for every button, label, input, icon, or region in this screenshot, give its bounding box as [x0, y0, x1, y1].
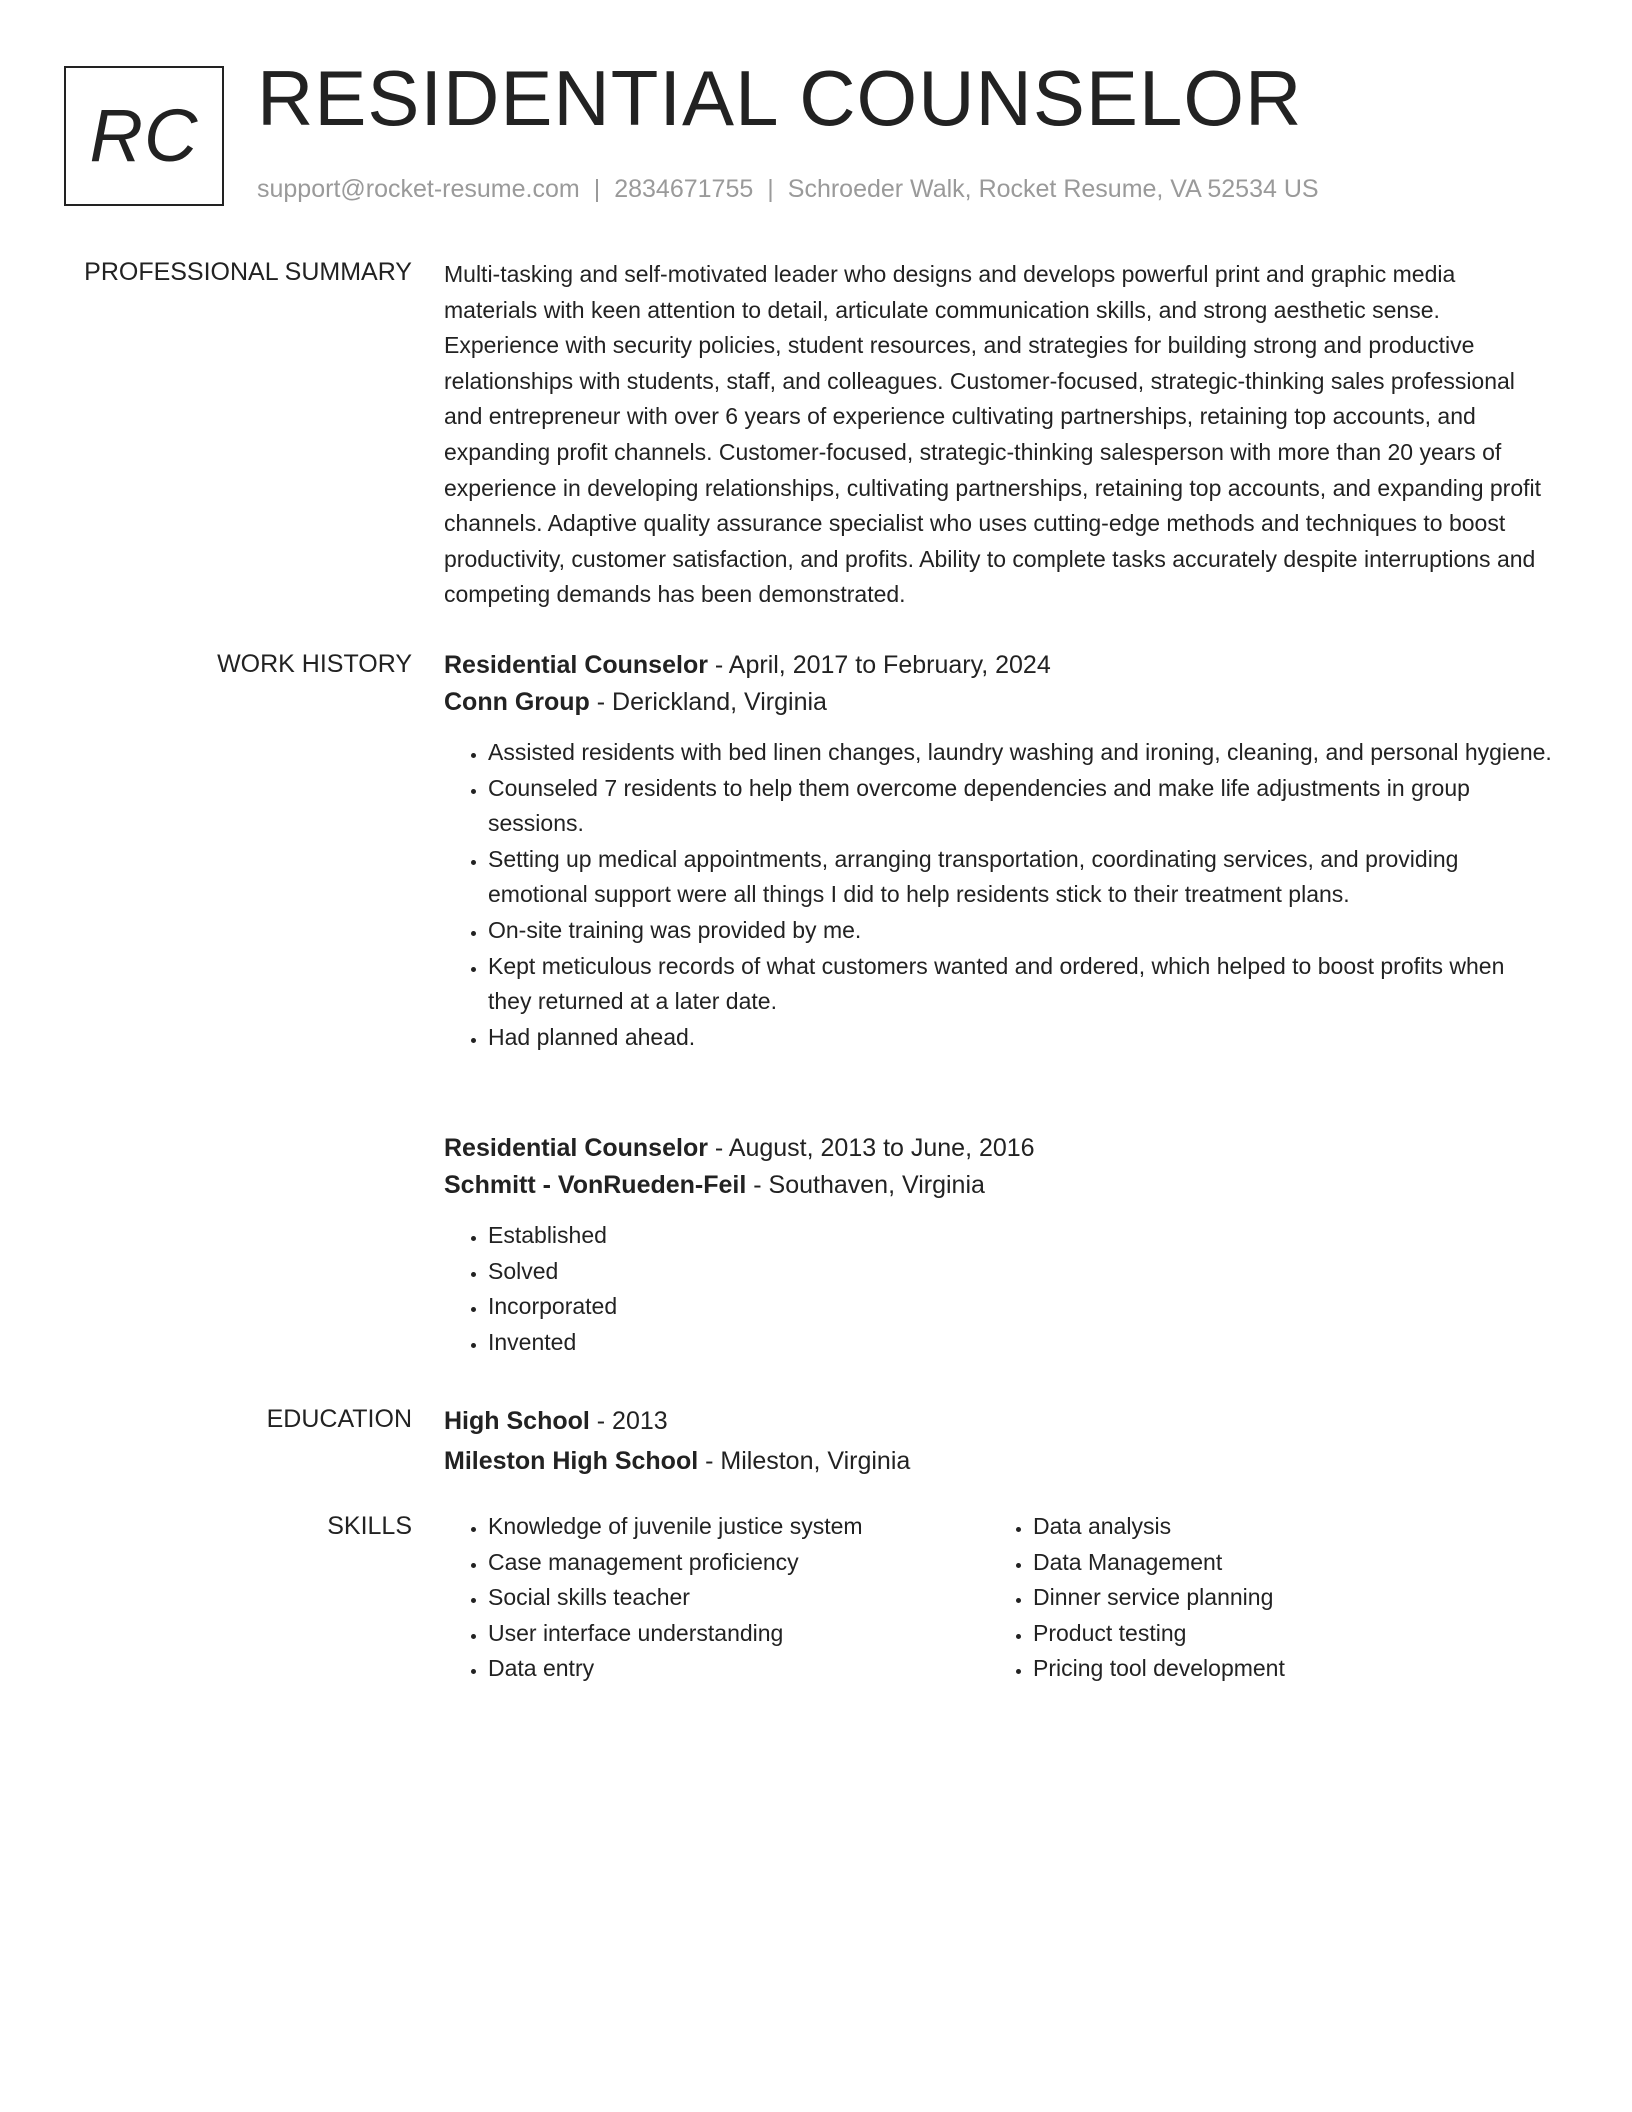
- job-title-line: [444, 1130, 1554, 1167]
- list-item: • On-site training was provided by me.: [488, 913, 1554, 949]
- list-item: • Case management proficiency: [488, 1545, 989, 1581]
- monogram-initials: RC: [89, 94, 199, 177]
- job-title-line: [444, 647, 1554, 684]
- contact-separator: |: [593, 175, 601, 203]
- monogram-box: [64, 66, 224, 206]
- list-item: • Data Management: [1033, 1545, 1534, 1581]
- work-history-section: [444, 647, 1554, 1055]
- job-company-line: [444, 1167, 1554, 1204]
- job-title: Residential Counselor: [444, 1134, 708, 1162]
- list-item: • Incorporated: [488, 1289, 1554, 1325]
- resume-title: RESIDENTIAL COUNSELOR: [257, 54, 1303, 142]
- contact-phone: 2834671755: [614, 175, 754, 203]
- summary-section: [444, 257, 1554, 613]
- list-item: • Assisted residents with bed linen changes, laundry washing and ironing, cleaning, and personal hygiene.: [488, 735, 1554, 771]
- education-section: [444, 1401, 1554, 1481]
- job-company: Schmitt - VonRueden-Feil: [444, 1171, 747, 1199]
- summary-text: Multi-tasking and self-motivated leader who designs and develops powerful print and graphic media materials with keen attention to detail, articulate communication skills, and strong aesthetic sense. Experience with security policies, student resources, and strategies for building strong and productive relationships with students, staff, and colleagues. Customer-focused, strategic-thinking sales professional and entrepreneur with over 6 years of experience cultivating partnerships, retaining top accounts, and expanding profit channels. Customer-focused, strategic-thinking salesperson with more than 20 years of experience in developing relationships, cultivating partnerships, retaining top accounts, and expanding profit channels. Adaptive quality assurance specialist who uses cutting-edge methods and techniques to boost productivity, customer satisfaction, and profits. Ability to complete tasks accurately despite interruptions and competing demands has been demonstrated.: [444, 261, 1542, 608]
- skills-columns: [444, 1509, 1554, 1687]
- list-item: • Kept meticulous records of what customers wanted and ordered, which helped to boost profits when they returned at a later date.: [488, 949, 1554, 1020]
- job-dates: - August, 2013 to June, 2016: [707, 1134, 1035, 1162]
- education-school-line: [444, 1441, 1554, 1481]
- list-item: • Pricing tool development: [1033, 1651, 1534, 1687]
- skills-list-left: [444, 1509, 989, 1687]
- job-entry: [444, 647, 1554, 1055]
- work-history-section-2: [444, 1130, 1554, 1360]
- list-item: • Knowledge of juvenile justice system: [488, 1509, 989, 1545]
- contact-line: [257, 174, 1319, 204]
- job-bullet-list: [444, 1218, 1554, 1360]
- list-item: • Dinner service planning: [1033, 1580, 1534, 1616]
- job-title: Residential Counselor: [444, 651, 708, 679]
- job-company-line: [444, 684, 1554, 721]
- list-item: • Social skills teacher: [488, 1580, 989, 1616]
- job-location: - Southaven, Virginia: [746, 1171, 985, 1199]
- job-entry: [444, 1130, 1554, 1360]
- list-item: • Counseled 7 residents to help them overcome dependencies and make life adjustments in group sessions.: [488, 771, 1554, 842]
- education-degree: High School: [444, 1407, 590, 1435]
- list-item: • Data analysis: [1033, 1509, 1534, 1545]
- list-item: • Data entry: [488, 1651, 989, 1687]
- contact-separator: |: [767, 175, 774, 203]
- contact-address: Schroeder Walk, Rocket Resume, VA 52534 US: [787, 175, 1319, 203]
- skills-list-right: [989, 1509, 1534, 1687]
- list-item: • Product testing: [1033, 1616, 1534, 1652]
- education-location: - Mileston, Virginia: [698, 1447, 911, 1475]
- section-label-education: EDUCATION: [266, 1405, 412, 1433]
- skills-column-left: [444, 1509, 989, 1687]
- job-location: - Derickland, Virginia: [589, 688, 827, 716]
- skills-column-right: [989, 1509, 1534, 1687]
- job-company: Conn Group: [444, 688, 590, 716]
- education-school: Mileston High School: [444, 1447, 699, 1475]
- job-dates: - April, 2017 to February, 2024: [707, 651, 1051, 679]
- list-item: • Setting up medical appointments, arranging transportation, coordinating services, and providing emotional support were all things I did to help residents stick to their treatment plans.: [488, 842, 1554, 913]
- education-year: - 2013: [589, 1407, 668, 1435]
- contact-email: support@rocket-resume.com: [257, 175, 580, 203]
- list-item: • User interface understanding: [488, 1616, 989, 1652]
- list-item: • Had planned ahead.: [488, 1020, 1554, 1056]
- job-bullet-list: [444, 735, 1554, 1055]
- list-item: • Established: [488, 1218, 1554, 1254]
- section-label-skills: SKILLS: [327, 1512, 412, 1540]
- list-item: • Invented: [488, 1325, 1554, 1361]
- section-label-summary: PROFESSIONAL SUMMARY: [84, 258, 412, 286]
- education-degree-line: [444, 1401, 1554, 1441]
- list-item: • Solved: [488, 1254, 1554, 1290]
- skills-section: [444, 1509, 1554, 1687]
- section-label-work-history: WORK HISTORY: [217, 650, 412, 678]
